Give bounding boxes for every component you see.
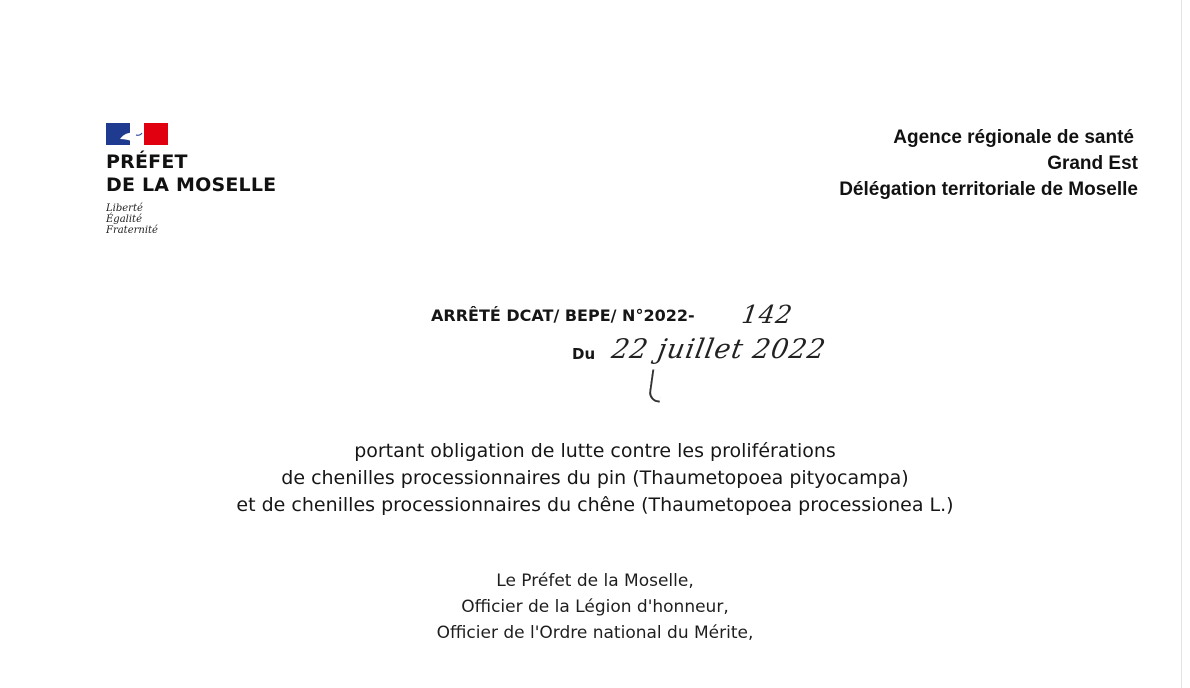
agency-line-3: Délégation territoriale de Moselle <box>839 179 1138 200</box>
agency-line-2: Grand Est <box>1047 153 1138 174</box>
handwritten-date: 22 juillet 2022 <box>609 334 829 365</box>
subject-line-1: portant obligation de lutte contre les proliférations <box>354 440 836 462</box>
prefecture-line-1: PRÉFET <box>106 151 188 173</box>
prefecture-logo <box>106 123 346 236</box>
marianne-flag-icon <box>106 123 168 145</box>
republic-motto <box>106 203 346 236</box>
authority-block <box>0 568 1190 646</box>
subject-line-3: et de chenilles processionnaires du chêne (Thaumetopoea processionea L.) <box>236 494 954 516</box>
date-label: Du <box>572 345 596 363</box>
agency-line-1: Agence régionale de santé <box>893 127 1134 148</box>
prefecture-name <box>106 151 346 197</box>
motto-liberte: Liberté <box>106 203 143 214</box>
motto-fraternite: Fraternité <box>106 225 158 236</box>
agency-header <box>839 125 1138 203</box>
motto-egalite: Égalité <box>106 214 142 225</box>
arrete-subject <box>0 438 1190 519</box>
prefecture-line-2: DE LA MOSELLE <box>106 174 277 196</box>
handwritten-number: 142 <box>739 300 795 329</box>
arrete-number-label: ARRÊTÉ DCAT/ BEPE/ N°2022- <box>431 306 695 325</box>
arrete-block <box>0 300 1190 410</box>
authority-line-2: Officier de la Légion d'honneur, <box>461 597 729 617</box>
subject-line-2: de chenilles processionnaires du pin (Thaumetopoea pityocampa) <box>281 467 909 489</box>
authority-line-3: Officier de l'Ordre national du Mérite, <box>436 623 754 643</box>
handwriting-stroke <box>648 369 664 402</box>
authority-line-1: Le Préfet de la Moselle, <box>496 571 694 591</box>
